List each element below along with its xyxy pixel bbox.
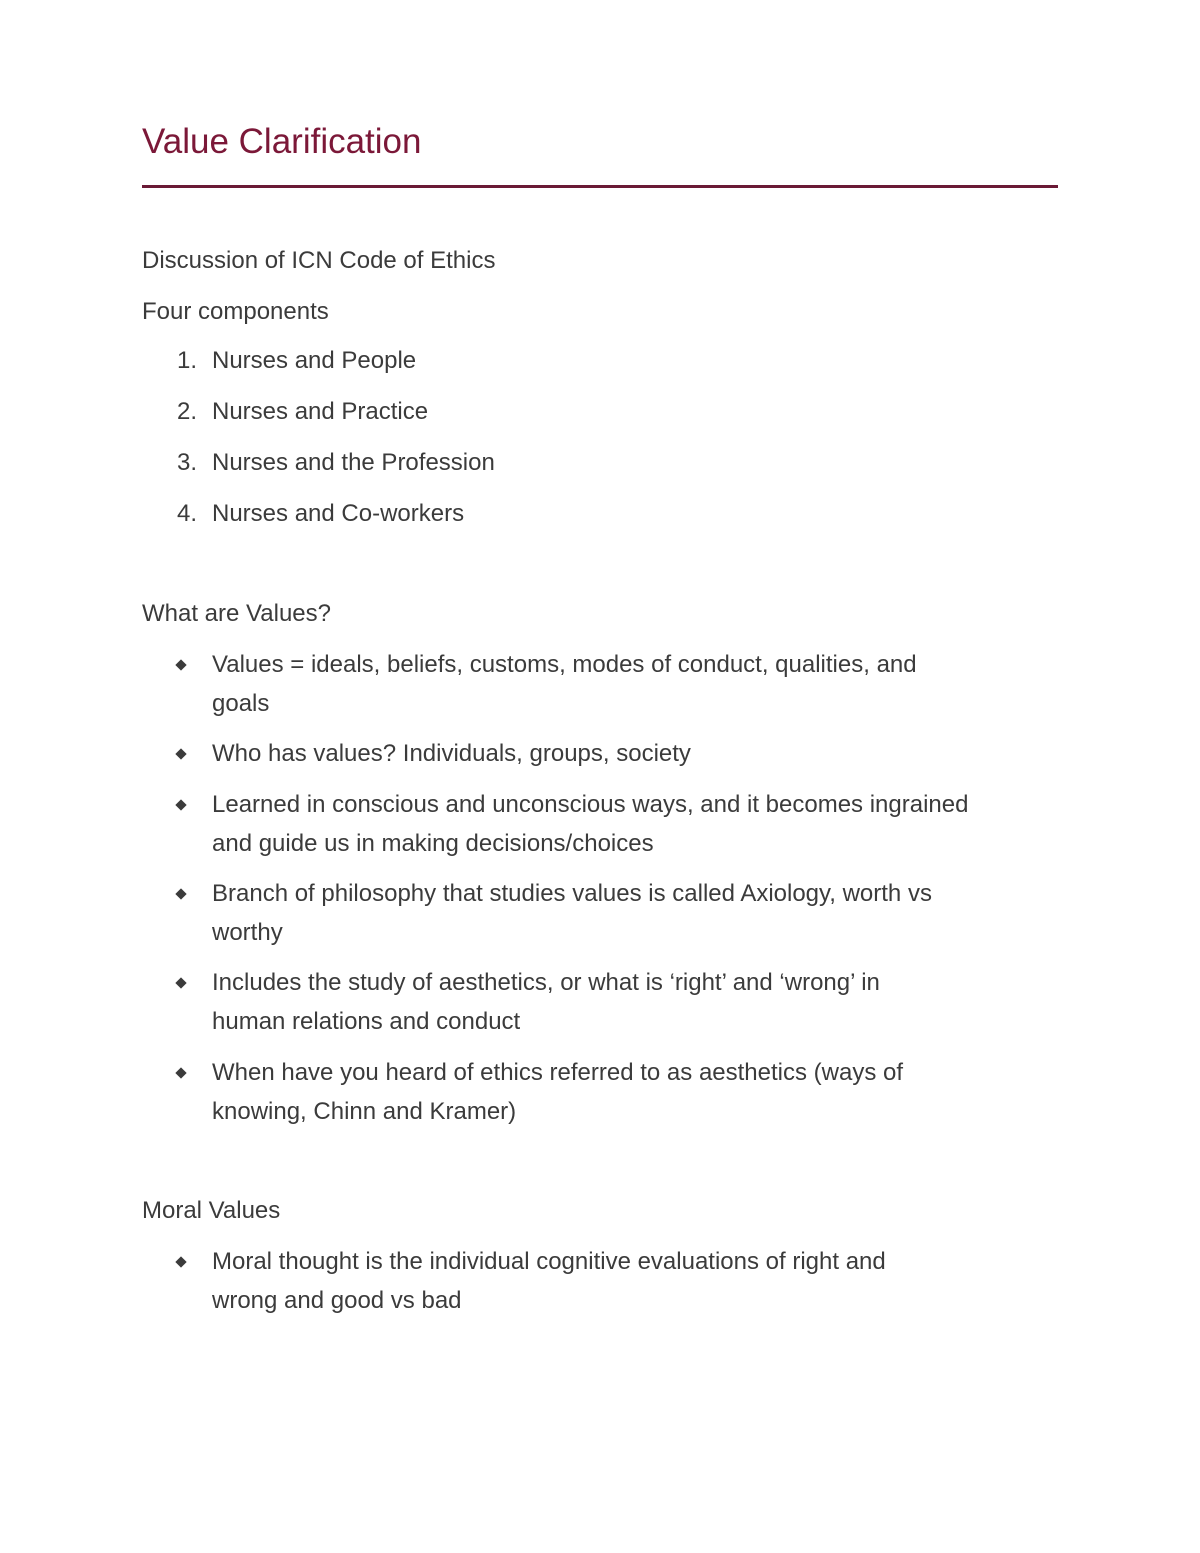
bullet-icon <box>175 799 186 810</box>
item-number: 3. <box>177 449 198 476</box>
bullet-line: Includes the study of aesthetics, or what is ‘right’ and ‘wrong’ in <box>212 969 880 996</box>
bullet-line: wrong and good vs bad <box>212 1287 462 1314</box>
section-heading: What are Values? <box>142 600 331 627</box>
item-number: 1. <box>177 347 198 374</box>
bullet-line: Who has values? Individuals, groups, society <box>212 740 691 767</box>
bullet-line: Values = ideals, beliefs, customs, modes of conduct, qualities, and <box>212 651 917 678</box>
bullet-icon <box>175 888 186 899</box>
bullet-item <box>172 1242 1052 1320</box>
numbered-item <box>177 341 416 380</box>
intro-line: Discussion of ICN Code of Ethics <box>142 247 496 274</box>
item-number: 2. <box>177 398 198 425</box>
bullet-line: and guide us in making decisions/choices <box>212 830 654 857</box>
item-text: Nurses and Co-workers <box>212 500 465 527</box>
bullet-icon <box>175 659 186 670</box>
numbered-item <box>177 392 428 431</box>
bullet-line: When have you heard of ethics referred to as aesthetics (ways of <box>212 1059 904 1086</box>
page-title: Value Clarification <box>142 122 422 161</box>
bullet-item <box>172 645 1052 723</box>
bullet-item <box>172 734 1052 773</box>
bullet-item <box>172 874 1052 952</box>
bullet-icon <box>175 977 186 988</box>
bullet-line: Moral thought is the individual cognitive evaluations of right and <box>212 1248 886 1275</box>
section-heading: Moral Values <box>142 1197 281 1224</box>
bullet-item <box>172 1053 1052 1131</box>
item-text: Nurses and Practice <box>212 398 429 425</box>
bullet-icon <box>175 1256 186 1267</box>
item-number: 4. <box>177 500 198 527</box>
numbered-item <box>177 494 464 533</box>
bullet-line: goals <box>212 690 270 717</box>
item-text: Nurses and People <box>212 347 417 374</box>
bullet-line: worthy <box>212 919 283 946</box>
bullet-line: knowing, Chinn and Kramer) <box>212 1098 517 1125</box>
bullet-line: Learned in conscious and unconscious ways, and it becomes ingrained <box>212 791 969 818</box>
bullet-item <box>172 963 1052 1041</box>
bullet-line: Branch of philosophy that studies values is called Axiology, worth vs <box>212 880 932 907</box>
bullet-item <box>172 785 1052 863</box>
item-text: Nurses and the Profession <box>212 449 495 476</box>
bullet-icon <box>175 748 186 759</box>
numbered-item <box>177 443 495 482</box>
title-underline <box>142 185 1058 188</box>
bullet-icon <box>175 1067 186 1078</box>
bullet-line: human relations and conduct <box>212 1008 521 1035</box>
components-label: Four components <box>142 298 329 325</box>
